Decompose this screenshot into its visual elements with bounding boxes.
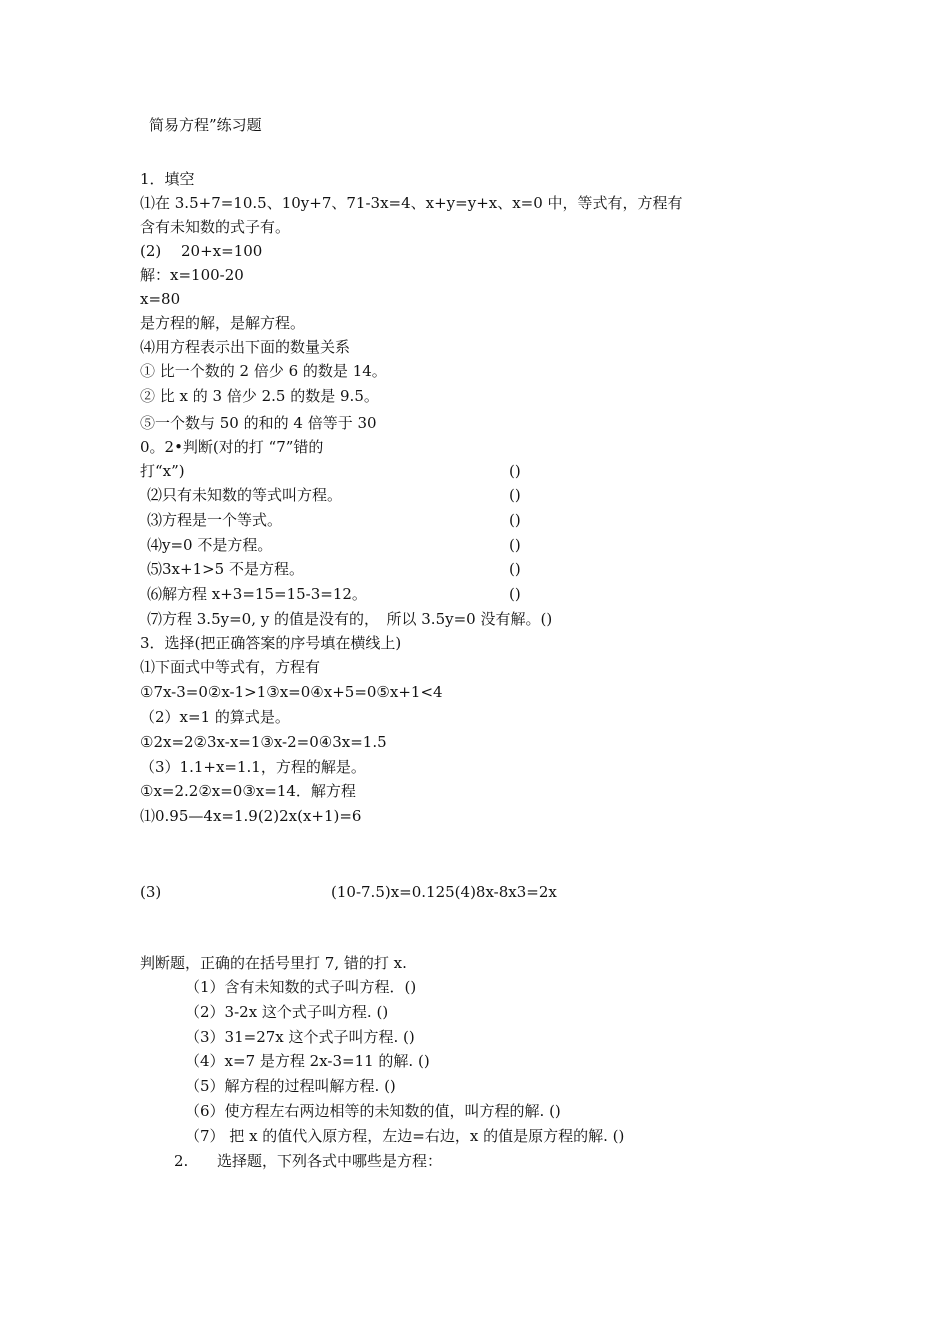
answer-paren: () — [509, 585, 521, 603]
answer-paren: () — [509, 560, 521, 578]
question-line: (2) 20+x=100 — [140, 242, 263, 260]
question-line: ⑤一个数与 50 的和的 4 倍等于 30 — [140, 414, 377, 432]
question-line: 含有未知数的式子有。 — [140, 218, 291, 236]
judge-item: ⑵只有未知数的等式叫方程。 — [147, 486, 343, 504]
options-line: ①7x-3=0②x-1>1③x=0④x+5=0⑤x+1<4 — [140, 683, 443, 701]
judge-item: ⑸3x+1>5 不是方程。 — [147, 560, 304, 578]
question-line: ① 比一个数的 2 倍少 6 的数是 14。 — [140, 362, 387, 380]
equation-line: ⑴0.95—4x=1.9(2)2x(x+1)=6 — [140, 807, 362, 825]
question-line: 0。2•判断(对的打 “7”错的 — [140, 438, 324, 456]
judge-item: ⑺方程 3.5y=0, y 的值是没有的， 所以 3.5y=0 没有解。() — [147, 610, 553, 628]
question-line: ⑷用方程表示出下面的数量关系 — [140, 338, 351, 356]
answer-paren: () — [509, 536, 521, 554]
question-line: ② 比 x 的 3 倍少 2.5 的数是 9.5。 — [140, 387, 379, 405]
question-line: ⑴在 3.5+7=10.5、10y+7、71-3x=4、x+y=y+x、x=0 中，等式有，方程有 — [140, 194, 683, 212]
section1-heading: 1．填空 — [140, 170, 195, 188]
question-number: 2. — [174, 1152, 189, 1170]
question-line: （2）x=1 的算式是。 — [140, 708, 290, 726]
answer-paren: () — [509, 486, 521, 504]
question-line: 选择题，下列各式中哪些是方程： — [217, 1152, 443, 1170]
answer-paren: () — [509, 462, 521, 480]
judge-item: （1）含有未知数的式子叫方程．() — [185, 978, 417, 996]
judge-item: ⑷y=0 不是方程。 — [147, 536, 273, 554]
judge-item: （2）3-2x 这个式子叫方程. () — [185, 1003, 389, 1021]
judge-item: ⑶方程是一个等式。 — [147, 511, 283, 529]
solution-line: x=80 — [140, 290, 181, 308]
question-line: 打“x”) — [140, 462, 185, 480]
options-line: ①x=2.2②x=0③x=14．解方程 — [140, 782, 356, 800]
answer-paren: () — [509, 511, 521, 529]
judge-item: ⑹解方程 x+3=15=15-3=12。 — [147, 585, 367, 603]
judge-item: （3）31=27x 这个式子叫方程. () — [185, 1028, 415, 1046]
section3-heading: 3．选择(把正确答案的序号填在横线上) — [140, 634, 402, 652]
solution-line: 是方程的解，是解方程。 — [140, 314, 306, 332]
equation-label: (3) — [140, 883, 162, 901]
solution-line: 解：x=100-20 — [140, 266, 244, 284]
section4-heading: 判断题，正确的在括号里打 7, 错的打 x. — [140, 954, 407, 972]
judge-item: （7） 把 x 的值代入原方程，左边=右边，x 的值是原方程的解. () — [185, 1127, 625, 1145]
judge-item: （4）x=7 是方程 2x-3=11 的解. () — [185, 1052, 430, 1070]
page-title: 简易方程”练习题 — [149, 116, 262, 134]
options-line: ①2x=2②3x-x=1③x-2=0④3x=1.5 — [140, 733, 387, 751]
question-line: ⑴下面式中等式有，方程有 — [140, 658, 321, 676]
equation-line: (10-7.5)x=0.125(4)8x-8x3=2x — [331, 883, 557, 901]
judge-item: （6）使方程左右两边相等的未知数的值，叫方程的解. () — [185, 1102, 561, 1120]
question-line: （3）1.1+x=1.1，方程的解是。 — [140, 758, 366, 776]
judge-item: （5）解方程的过程叫解方程. () — [185, 1077, 396, 1095]
